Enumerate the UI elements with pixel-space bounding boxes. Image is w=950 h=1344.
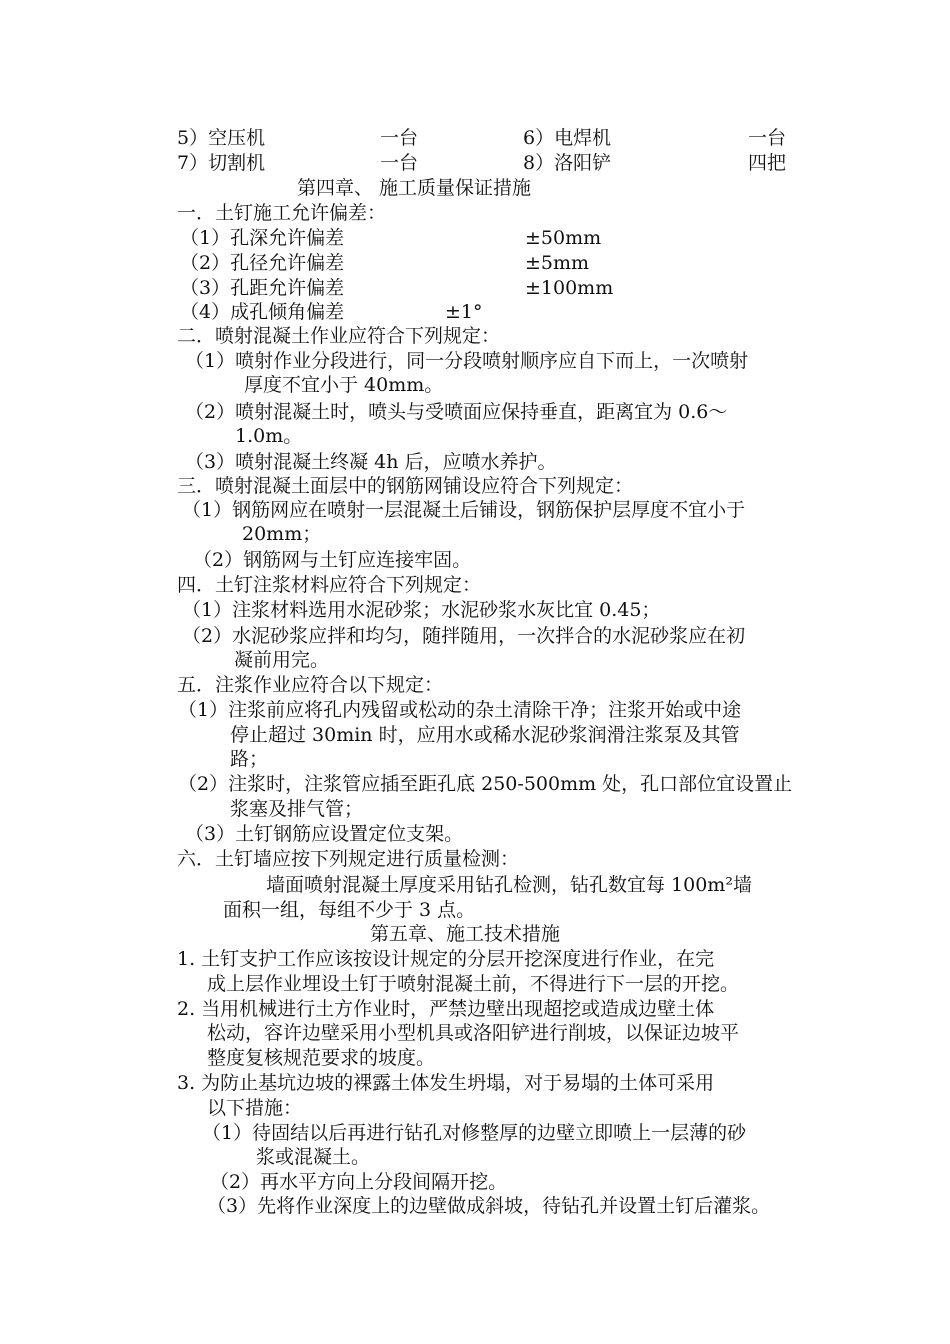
tolerance-label: （1）孔深允许偏差 xyxy=(180,227,345,249)
list-item: （2）再水平方向上分段间隔开挖。 xyxy=(210,1171,508,1193)
list-item-cont: 路； xyxy=(230,748,269,770)
tolerance-value: ±100mm xyxy=(525,277,614,299)
section-heading: 三．喷射混凝土面层中的钢筋网铺设应符合下列规定： xyxy=(177,475,634,497)
tolerance-value: ±50mm xyxy=(525,227,602,249)
tolerance-label: （4）成孔倾角偏差 xyxy=(180,301,345,323)
list-item: （3）喷射混凝土终凝 4h 后，应喷水养护。 xyxy=(185,451,557,473)
numbered-item-cont: 松动，容许边壁采用小型机具或洛阳铲进行削坡，以保证边坡平 xyxy=(207,1022,740,1044)
paragraph-cont: 面积一组，每组不少于 3 点。 xyxy=(223,899,476,921)
list-item: （3）先将作业深度上的边壁做成斜坡，待钻孔并设置土钉后灌浆。 xyxy=(207,1195,771,1217)
list-item: （1）喷射作业分段进行，同一分段喷射顺序应自下而上，一次喷射 xyxy=(185,350,749,372)
list-item: （2）水泥砂浆应拌和均匀，随拌随用，一次拌合的水泥砂浆应在初 xyxy=(182,625,746,647)
numbered-item-cont: 成上层作业埋设土钉于喷射混凝土前，不得进行下一层的开挖。 xyxy=(207,973,740,995)
list-item-cont: 凝前用完。 xyxy=(234,649,330,671)
equipment-item: 7）切割机 xyxy=(177,152,266,174)
list-item: （1）钢筋网应在喷射一层混凝土后铺设，钢筋保护层厚度不宜小于 xyxy=(182,499,746,521)
numbered-item: 3. 为防止基坑边坡的裸露土体发生坍塌，对于易塌的土体可采用 xyxy=(177,1072,715,1094)
numbered-item-cont: 以下措施： xyxy=(207,1097,303,1119)
section-heading: 六．土钉墙应按下列规定进行质量检测： xyxy=(177,848,520,870)
chapter-title: 第四章、 施工质量保证措施 xyxy=(297,177,532,199)
equipment-item: 6）电焊机 xyxy=(523,127,612,149)
list-item: （2）喷射混凝土时，喷头与受喷面应保持垂直，距离宜为 0.6～ xyxy=(185,401,728,423)
section-heading: 五．注浆作业应符合以下规定： xyxy=(177,674,444,696)
equipment-qty: 一台 xyxy=(748,127,787,149)
list-item: （1）注浆前应将孔内残留或松动的杂土清除干净；注浆开始或中途 xyxy=(178,699,742,721)
numbered-item: 2. 当用机械进行土方作业时，严禁边壁出现超挖或造成边壁土体 xyxy=(177,998,715,1020)
equipment-item: 8）洛阳铲 xyxy=(523,152,612,174)
list-item: （2）钢筋网与土钉应连接牢固。 xyxy=(193,549,472,571)
list-item: （1）待固结以后再进行钻孔对修整厚的边壁立即喷上一层薄的砂 xyxy=(202,1122,747,1144)
equipment-qty: 四把 xyxy=(748,152,787,174)
list-item-cont: 浆塞及排气管； xyxy=(230,798,364,820)
tolerance-label: （3）孔距允许偏差 xyxy=(180,277,345,299)
paragraph: 墙面喷射混凝土厚度采用钻孔检测，钻孔数宜每 100m²墙 xyxy=(266,874,752,896)
tolerance-value: ±5mm xyxy=(525,252,590,274)
list-item-cont: 厚度不宜小于 40mm。 xyxy=(244,374,444,396)
numbered-item-cont: 整度复核规范要求的坡度。 xyxy=(207,1047,436,1069)
list-item-cont: 浆或混凝土。 xyxy=(256,1146,371,1168)
list-item: （2）注浆时，注浆管应插至距孔底 250-500mm 处，孔口部位宜设置止 xyxy=(178,773,793,795)
numbered-item: 1. 土钉支护工作应该按设计规定的分层开挖深度进行作业，在完 xyxy=(177,948,715,970)
list-item: （1）注浆材料选用水泥砂浆；水泥砂浆水灰比宜 0.45； xyxy=(182,599,661,621)
tolerance-label: （2）孔径允许偏差 xyxy=(180,252,345,274)
equipment-qty: 一台 xyxy=(380,152,419,174)
list-item-cont: 1.0m。 xyxy=(235,425,303,447)
tolerance-value: ±1° xyxy=(445,301,483,323)
section-heading: 二．喷射混凝土作业应符合下列规定： xyxy=(177,325,501,347)
section-heading: 一．土钉施工允许偏差： xyxy=(177,202,387,224)
list-item: （3）土钉钢筋应设置定位支架。 xyxy=(185,823,464,845)
list-item-cont: 20mm； xyxy=(242,523,322,545)
equipment-qty: 一台 xyxy=(380,127,419,149)
equipment-item: 5）空压机 xyxy=(177,127,266,149)
chapter-title: 第五章、施工技术措施 xyxy=(370,923,561,945)
list-item-cont: 停止超过 30min 时，应用水或稀水泥砂浆润滑注浆泵及其管 xyxy=(230,724,740,746)
section-heading: 四．土钉注浆材料应符合下列规定： xyxy=(177,574,482,596)
